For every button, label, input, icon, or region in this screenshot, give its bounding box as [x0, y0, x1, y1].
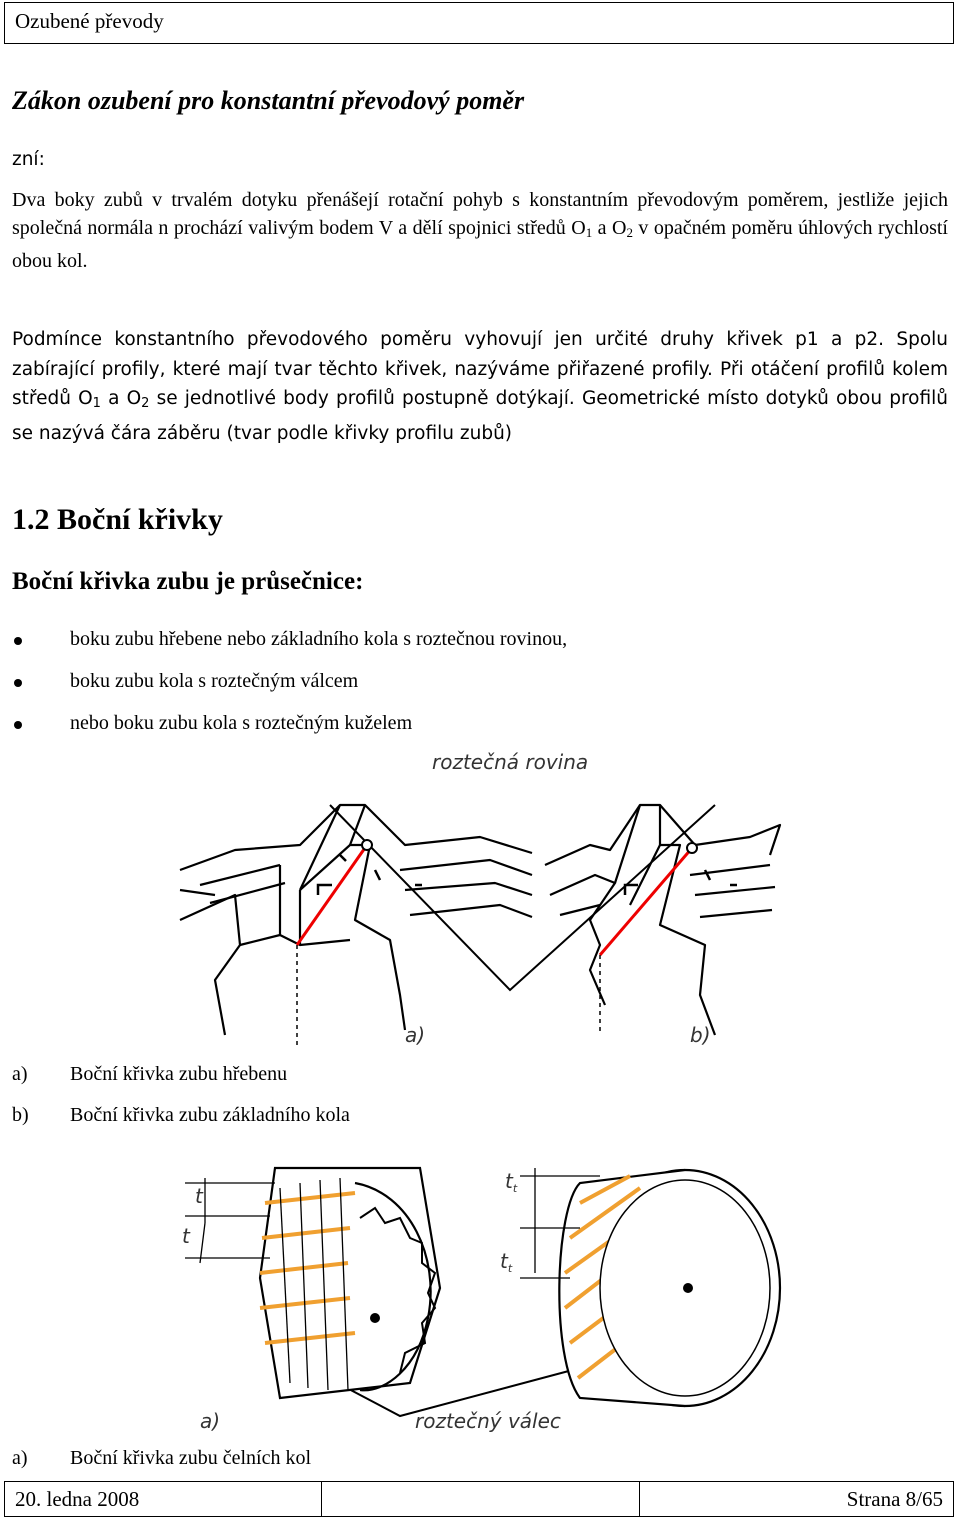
point-marker — [362, 840, 372, 850]
connector-lines — [330, 805, 715, 990]
footer-divider — [639, 1482, 640, 1516]
dim-tt-label: $t_t$ — [500, 1249, 513, 1275]
page-header — [4, 2, 954, 44]
figure-rack-flank-curve — [160, 745, 800, 1055]
law-paragraph: Dva boky zubů v trvalém dotyku přenášejí rotační pohyb s konstantním převodovým poměrem, jestliže jejich společná normála n prochází valivým bodem V a dělí spojnici středů $O_1$ a $O_2$ v opačném poměru úhlových rychlostí obou kol. — [12, 189, 948, 272]
figure-spur-gear-flank-curve — [160, 1148, 800, 1448]
header-title: Ozubené převody — [15, 9, 164, 33]
figure-label-pitch-cylinder: roztečný válec — [415, 1409, 561, 1433]
figure-label-a: a) — [405, 1023, 426, 1047]
footer-date: 20. ledna 2008 — [15, 1487, 140, 1511]
section-intro: zní: — [12, 149, 45, 170]
section-title: Zákon ozubení pro konstantní převodový poměr — [12, 86, 525, 115]
subsection-subtitle: Boční křivka zubu je průsečnice: — [12, 568, 364, 595]
flank-curve-right — [600, 848, 692, 955]
pitch-cylinder-right — [500, 1168, 780, 1406]
dim-t-label: t — [182, 1224, 190, 1248]
figure-label-pitch-plane: roztečná rovina — [432, 750, 589, 774]
page-footer — [4, 1481, 954, 1517]
rack-drawing — [180, 805, 532, 1035]
bullet-icon — [14, 679, 22, 687]
figure-caption: b) Boční křivka zubu základního kola — [12, 1104, 350, 1126]
figure-caption: a) Boční křivka zubu čelních kol — [12, 1447, 312, 1469]
gear-drawing — [545, 805, 780, 1035]
point-marker — [687, 843, 697, 853]
figure-label-b: b) — [690, 1023, 711, 1047]
condition-paragraph: Podmínce konstantního převodového poměru vyhovují jen určité druhy křivek p1 a p2. Spolu zabírající profily, které mají tvar těchto křivek, nazýváme přiřazené profily. Při otáčení profilů kolem středů $O_1$ a $O_2$ se jednotlivé body profilů postupně dotýkají. Geometrické místo dotyků obou profilů se nazývá čára záběru (tvar podle křivky profilu zubů) — [12, 329, 948, 444]
dim-t-label: t — [195, 1184, 203, 1208]
bullet-icon — [14, 637, 22, 645]
bullet-icon — [14, 721, 22, 729]
dim-tt-label: $t_t$ — [505, 1169, 518, 1195]
spur-gear-left — [182, 1168, 440, 1398]
figure-label-a: a) — [200, 1409, 221, 1433]
subsection-title: 1.2 Boční křivky — [12, 503, 223, 536]
figure-caption: a) Boční křivka zubu hřebenu — [12, 1063, 288, 1085]
footer-page-number: Strana 8/65 — [846, 1487, 943, 1511]
footer-divider — [321, 1482, 322, 1516]
